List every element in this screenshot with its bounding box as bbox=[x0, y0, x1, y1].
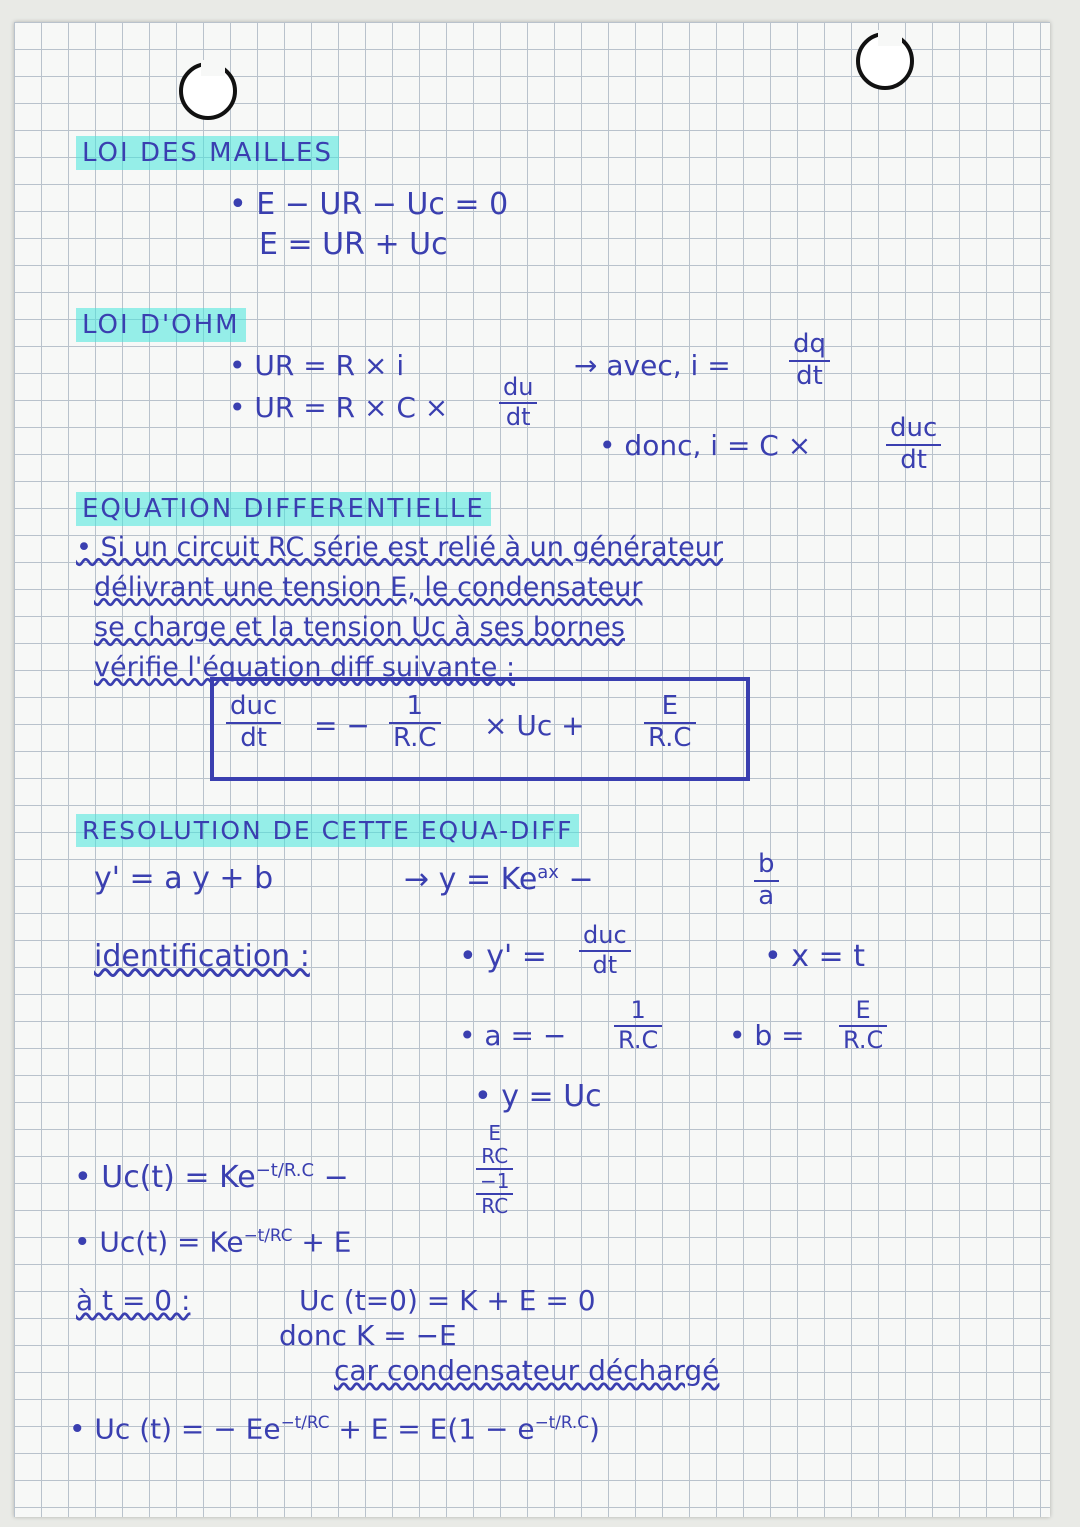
resolution-solution: → $y = Ke^{ax}$ − bbox=[404, 862, 594, 897]
ohm-avec-fraction: $\frac{dq}{dt}$ bbox=[789, 330, 830, 392]
binder-hole-right bbox=[856, 32, 914, 90]
equa-text-line1: • Si un circuit RC série est relié à un générateur bbox=[76, 532, 723, 563]
equa-lhs-fraction: duc dt bbox=[226, 692, 281, 754]
ohm-donc-fraction: duc dt bbox=[886, 414, 941, 476]
t0-donc: donc K = −E bbox=[279, 1319, 457, 1352]
ohm-eq1: • UR = R × i bbox=[229, 349, 405, 382]
equa-text-line2: délivrant une tension E, le condensateur bbox=[94, 572, 643, 603]
ident-yprime-fraction: duc dt bbox=[579, 922, 631, 979]
t0-label: à t = 0 : bbox=[76, 1284, 191, 1317]
mailles-title: LOI DES MAILLES bbox=[76, 140, 339, 166]
resolution-b-over-a: $\frac{b}{a}$ bbox=[754, 850, 779, 912]
equa-mid-fraction: $\frac{1}{R.C}$ bbox=[389, 692, 441, 754]
uc-line2: • $Uc(t) = Ke^{-t/RC} + E$ bbox=[74, 1225, 352, 1259]
equa-rhs-fraction: $\frac{E}{R.C}$ bbox=[644, 692, 696, 754]
notebook-page bbox=[14, 22, 1050, 1517]
t0-equation: Uc (t=0) = K + E = 0 bbox=[299, 1284, 596, 1317]
ohm-eq2: • UR = R × C × bbox=[229, 391, 449, 424]
ident-b: • b = bbox=[729, 1019, 805, 1052]
ident-a: • a = − bbox=[459, 1019, 567, 1052]
ident-y: • y = Uc bbox=[474, 1079, 602, 1114]
ident-a-fraction: $\frac{1}{R.C}$ bbox=[614, 997, 662, 1054]
identification-label: identification : bbox=[94, 939, 310, 974]
ident-b-fraction: $\frac{E}{R.C}$ bbox=[839, 997, 887, 1054]
binder-hole-left bbox=[179, 62, 237, 120]
final-solution: • Uc (t) = − $Ee^{-t/RC} + E = E(1 - e^{-t/R.C})$ bbox=[69, 1412, 600, 1446]
equa-text-line4: vérifie l'équation diff suivante : bbox=[94, 652, 516, 683]
resolution-form: y' = a y + b bbox=[94, 861, 274, 896]
ohm-avec: → avec, i = bbox=[574, 349, 731, 382]
uc-line1-fraction: E RC −1 RC bbox=[476, 1122, 513, 1218]
equa-text-line3: se charge et la tension Uc à ses bornes bbox=[94, 612, 625, 643]
t0-reason: car condensateur déchargé bbox=[334, 1354, 720, 1387]
mailles-eq1: • E − UR − Uc = 0 bbox=[229, 187, 509, 222]
ohm-donc: • donc, i = C × bbox=[599, 429, 812, 462]
uc-line1: • $Uc(t) = Ke^{-t/R.C}$ − bbox=[74, 1160, 349, 1195]
ohm-title: LOI D'OHM bbox=[76, 312, 246, 338]
equa-equals: = − bbox=[314, 709, 370, 742]
mailles-eq2: E = UR + Uc bbox=[259, 227, 448, 262]
equa-mid-op: × Uc + bbox=[484, 709, 585, 742]
equa-title: EQUATION DIFFERENTIELLE bbox=[76, 496, 491, 522]
ident-yprime: • y' = bbox=[459, 939, 547, 974]
resolution-title: RESOLUTION DE CETTE EQUA-DIFF bbox=[76, 818, 579, 843]
ident-x: • x = t bbox=[764, 939, 865, 974]
ohm-eq2-fraction: $\frac{du}{dt}$ bbox=[499, 374, 537, 431]
